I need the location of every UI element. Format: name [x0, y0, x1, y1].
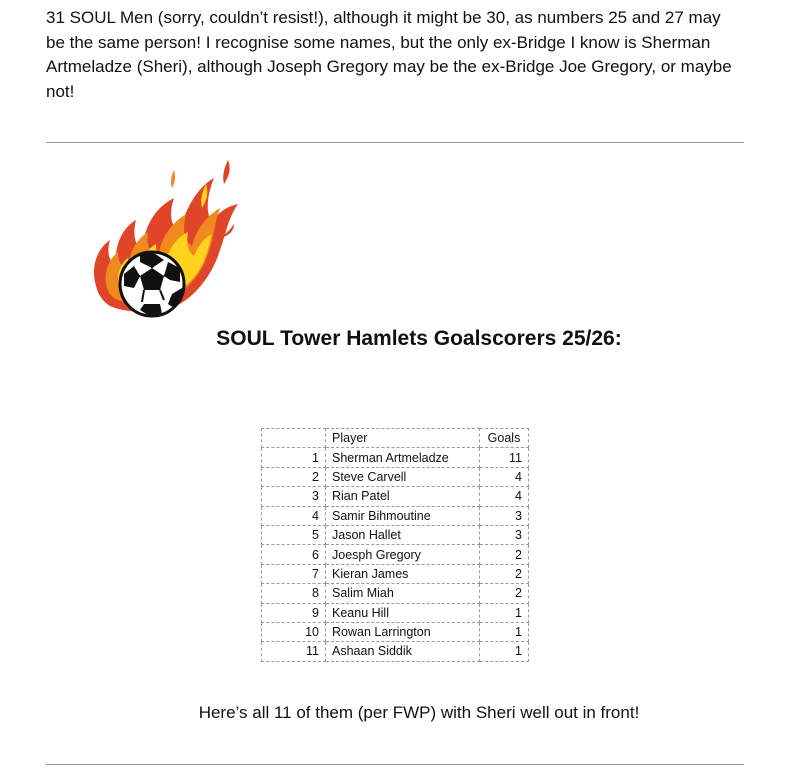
- header-player: Player: [326, 429, 480, 448]
- table-row: [262, 584, 529, 603]
- row-player: Joesph Gregory: [326, 545, 480, 564]
- bottom-divider: [46, 764, 744, 765]
- row-player: Rowan Larrington: [326, 622, 480, 641]
- row-player: Kieran James: [326, 564, 480, 583]
- row-goals: 4: [480, 467, 529, 486]
- top-divider: [46, 142, 744, 143]
- row-player: Salim Miah: [326, 584, 480, 603]
- row-goals: 2: [480, 584, 529, 603]
- row-goals: 1: [480, 622, 529, 641]
- row-number: 1: [262, 448, 326, 467]
- row-player: Jason Hallet: [326, 525, 480, 544]
- row-goals: 2: [480, 545, 529, 564]
- row-player: Ashaan Siddik: [326, 642, 480, 661]
- row-goals: 3: [480, 525, 529, 544]
- table-row: [262, 525, 529, 544]
- row-goals: 11: [480, 448, 529, 467]
- row-goals: 1: [480, 603, 529, 622]
- table-caption: Here’s all 11 of them (per FWP) with Sheri well out in front!: [198, 703, 640, 722]
- table-row: [262, 545, 529, 564]
- row-number: 7: [262, 564, 326, 583]
- row-number: 2: [262, 467, 326, 486]
- row-number: 3: [262, 487, 326, 506]
- row-player: Sherman Artmeladze: [326, 448, 480, 467]
- page-title: SOUL Tower Hamlets Goalscorers 25/26:: [216, 327, 622, 350]
- row-goals: 2: [480, 564, 529, 583]
- row-number: 8: [262, 584, 326, 603]
- table-row: [262, 564, 529, 583]
- row-player: Keanu Hill: [326, 603, 480, 622]
- table-row: [262, 603, 529, 622]
- row-goals: 4: [480, 487, 529, 506]
- table-row: [262, 487, 529, 506]
- table-row: [262, 448, 529, 467]
- flaming-football-icon: [88, 158, 243, 318]
- header-goals: Goals: [480, 429, 529, 448]
- intro-paragraph: 31 SOUL Men (sorry, couldn’t resist!), although it might be 30, as numbers 25 and 27 may be the same person! I recognise some names, but the only ex-Bridge I know is Sherman Artmeladze (Sheri), although Joseph Gregory may be the ex-Bridge Joe Gregory, or maybe not!: [46, 8, 732, 101]
- goalscorers-table: [261, 428, 529, 662]
- table-row: [262, 622, 529, 641]
- row-number: 5: [262, 525, 326, 544]
- row-number: 6: [262, 545, 326, 564]
- row-player: Rian Patel: [326, 487, 480, 506]
- table-row: [262, 642, 529, 661]
- row-goals: 3: [480, 506, 529, 525]
- row-number: 4: [262, 506, 326, 525]
- row-number: 10: [262, 622, 326, 641]
- header-number: [262, 429, 326, 448]
- row-number: 9: [262, 603, 326, 622]
- table-row: [262, 506, 529, 525]
- row-number: 11: [262, 642, 326, 661]
- row-goals: 1: [480, 642, 529, 661]
- row-player: Samir Bihmoutine: [326, 506, 480, 525]
- row-player: Steve Carvell: [326, 467, 480, 486]
- table-row: [262, 467, 529, 486]
- table-header-row: [262, 429, 529, 448]
